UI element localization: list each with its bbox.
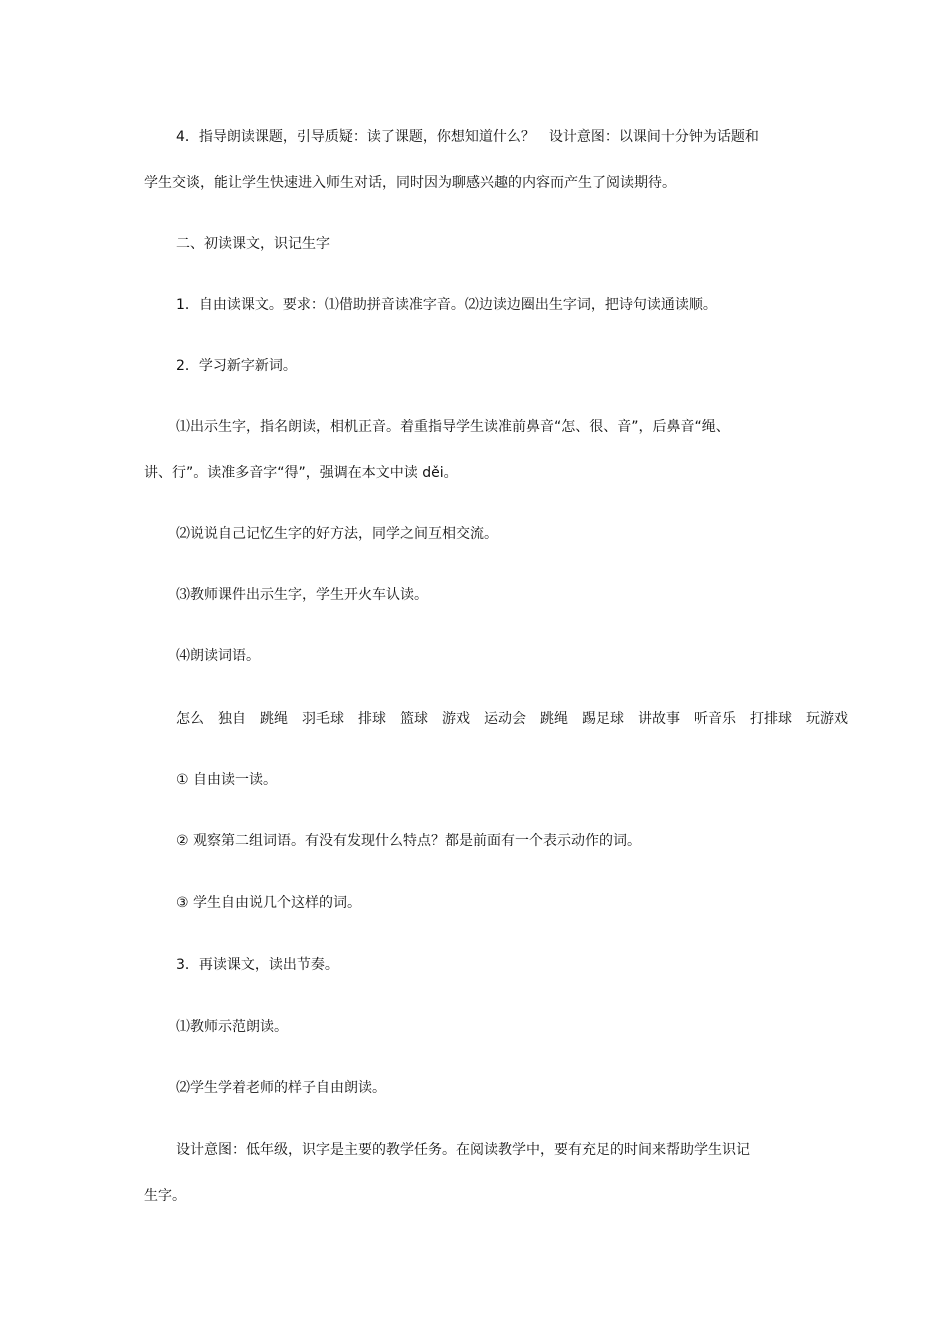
- paragraph-step-1: 1．自由读课文。要求：⑴借助拼音读准字音。⑵边读边圈出生字词，把诗句读通读顺。: [176, 297, 717, 313]
- paragraph-guide-reading-title-line1: 4．指导朗读课题，引导质疑：读了课题，你想知道什么？ 设计意图：以课间十分钟为话题和: [176, 129, 759, 145]
- paragraph-step-3: 3．再读课文，读出节奏。: [176, 957, 339, 973]
- paragraph-design-intent-line2: 生字。: [144, 1188, 186, 1204]
- paragraph-circled-2: ② 观察第二组词语。有没有发现什么特点？都是前面有一个表示动作的词。: [176, 833, 641, 849]
- paragraph-step-3-item-2: ⑵学生学着老师的样子自由朗读。: [176, 1080, 386, 1096]
- paragraph-item-1-line1: ⑴出示生字，指名朗读，相机正音。着重指导学生读准前鼻音“怎、很、音”，后鼻音“绳、: [176, 419, 730, 435]
- paragraph-item-2: ⑵说说自己记忆生字的好方法，同学之间互相交流。: [176, 526, 498, 542]
- paragraph-step-3-item-1: ⑴教师示范朗读。: [176, 1019, 288, 1035]
- paragraph-item-3: ⑶教师课件出示生字，学生开火车认读。: [176, 587, 428, 603]
- paragraph-design-intent-line1: 设计意图：低年级，识字是主要的教学任务。在阅读教学中，要有充足的时间来帮助学生识记: [176, 1142, 750, 1158]
- paragraph-circled-3: ③ 学生自由说几个这样的词。: [176, 895, 362, 911]
- section-heading-first-reading: 二、初读课文，识记生字: [176, 236, 330, 252]
- paragraph-circled-1: ① 自由读一读。: [176, 772, 278, 788]
- paragraph-guide-reading-title-line2: 学生交谈，能让学生快速进入师生对话，同时因为聊感兴趣的内容而产生了阅读期待。: [144, 175, 676, 191]
- paragraph-item-4: ⑷朗读词语。: [176, 648, 260, 664]
- word-list: 怎么 独自 跳绳 羽毛球 排球 篮球 游戏 运动会 跳绳 踢足球 讲故事 听音乐 打排球 玩游戏: [176, 711, 848, 727]
- paragraph-item-1-line2: 讲、行”。读准多音字“得”，强调在本文中读 děi。: [144, 465, 458, 481]
- paragraph-step-2: 2．学习新字新词。: [176, 358, 297, 374]
